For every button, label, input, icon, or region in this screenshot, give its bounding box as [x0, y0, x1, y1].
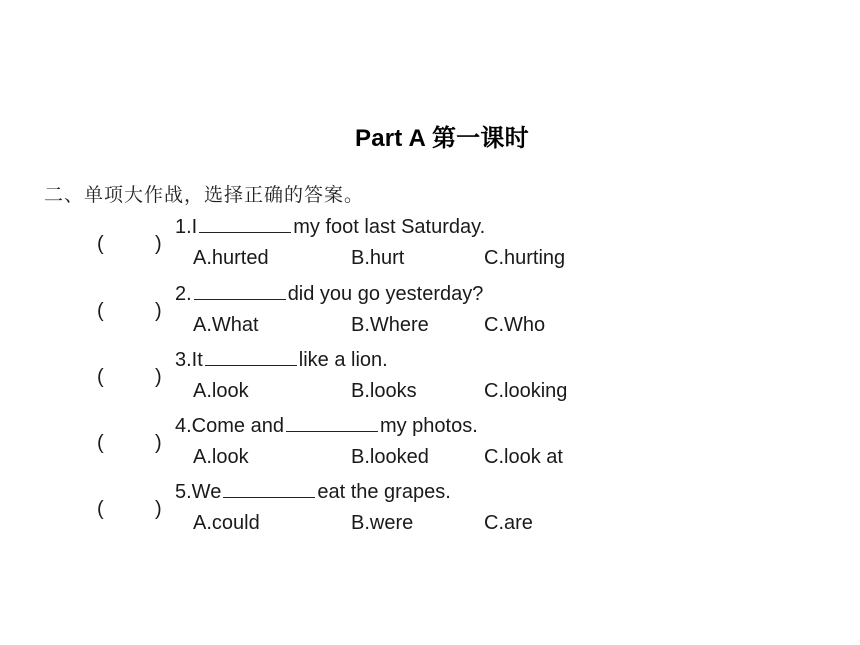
- option-c[interactable]: C.look at: [484, 446, 563, 468]
- question-2-text: did you go yesterday?: [287, 283, 484, 305]
- question-4-prefix: 4.Come and: [175, 415, 284, 437]
- question-5-text: eat the grapes.: [317, 481, 451, 503]
- option-b[interactable]: B.looks: [351, 380, 417, 402]
- question-5-stem: ( ) 5.We eat the grapes.: [97, 481, 451, 520]
- option-c[interactable]: C.looking: [484, 380, 568, 402]
- option-a[interactable]: A.What: [193, 314, 259, 336]
- question-1-prefix: 1.I: [175, 216, 198, 238]
- question-1: [0, 214, 860, 280]
- option-a[interactable]: A.look: [193, 446, 249, 468]
- option-b[interactable]: B.looked: [351, 446, 429, 468]
- question-2: [0, 281, 860, 347]
- question-3-stem: ( ) 3.It like a lion.: [97, 349, 388, 388]
- answer-blank[interactable]: [199, 214, 291, 233]
- answer-blank[interactable]: [223, 479, 315, 498]
- option-c[interactable]: C.are: [484, 512, 533, 534]
- option-a[interactable]: A.hurted: [193, 247, 269, 269]
- answer-blank[interactable]: [205, 347, 297, 366]
- question-4-stem: ( ) 4.Come and my photos.: [97, 415, 478, 454]
- option-c[interactable]: C.hurting: [484, 247, 566, 269]
- option-b[interactable]: B.Where: [351, 314, 429, 336]
- option-c[interactable]: C.Who: [484, 314, 546, 336]
- question-4-text: my photos.: [379, 415, 478, 437]
- option-b[interactable]: B.were: [351, 512, 414, 534]
- question-4: [0, 413, 860, 479]
- question-2-stem: ( ) 2. did you go yesterday?: [97, 283, 484, 322]
- option-a[interactable]: A.could: [193, 512, 260, 534]
- question-5: [0, 479, 860, 545]
- question-3-prefix: 3.It: [175, 349, 203, 371]
- option-a[interactable]: A.look: [193, 380, 249, 402]
- section-heading: 二、单项大作战，选择正确的答案。: [44, 184, 365, 206]
- option-b[interactable]: B.hurt: [351, 247, 405, 269]
- answer-blank[interactable]: [286, 413, 378, 432]
- question-1-text: my foot last Saturday.: [293, 216, 486, 238]
- page-title: Part A 第一课时: [355, 125, 529, 152]
- question-5-prefix: 5.We: [175, 481, 222, 503]
- question-3-text: like a lion.: [298, 349, 388, 371]
- question-1-stem: ( ) 1.I my foot last Saturday.: [97, 216, 486, 255]
- question-2-prefix: 2.: [175, 283, 192, 305]
- answer-blank[interactable]: [194, 281, 286, 300]
- question-3: [0, 347, 860, 413]
